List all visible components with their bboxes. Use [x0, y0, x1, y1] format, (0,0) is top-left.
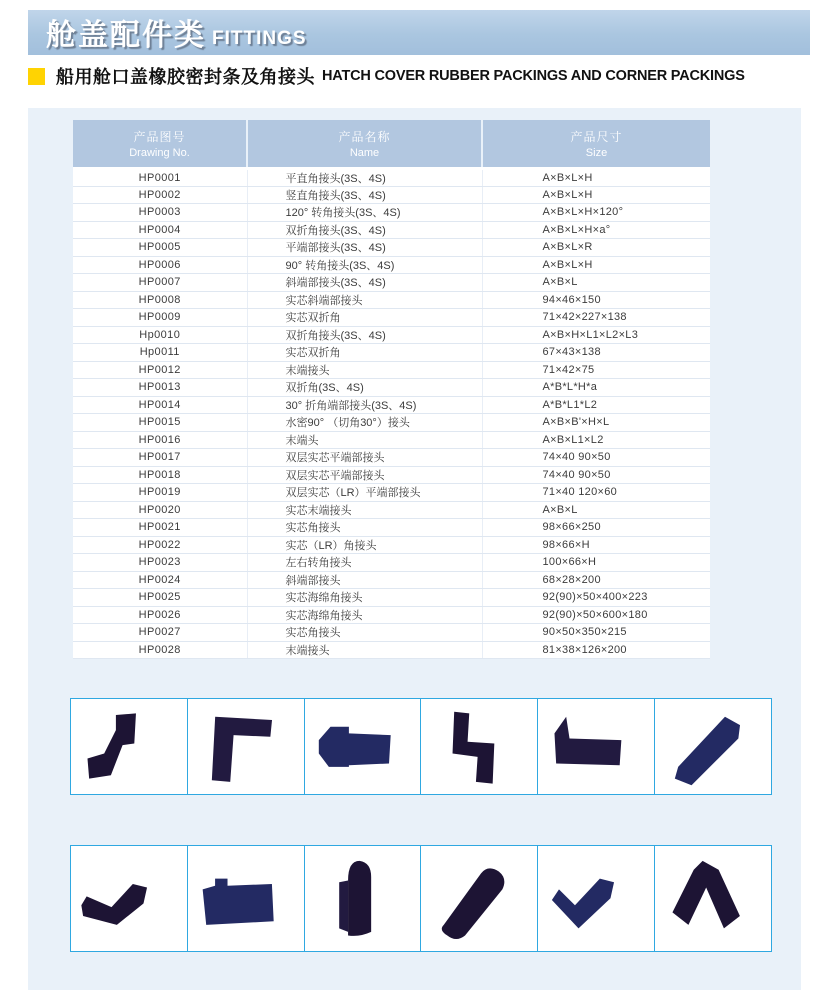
cell-product-name: 左右转角接头: [247, 554, 482, 572]
cell-product-name: 斜端部接头(3S、4S): [247, 274, 482, 292]
cell-product-name: 实芯斜端部接头: [247, 291, 482, 309]
cell-drawing-no: HP0017: [73, 449, 247, 467]
table-row: [73, 431, 710, 449]
cell-drawing-no: HP0004: [73, 221, 247, 239]
page-banner: [28, 10, 810, 55]
cell-product-name: 实芯海绵角接头: [247, 606, 482, 624]
table-row: [73, 396, 710, 414]
table-row: [73, 536, 710, 554]
table-row: [73, 466, 710, 484]
table-row: [73, 291, 710, 309]
cell-product-name: 双折角接头(3S、4S): [247, 221, 482, 239]
cell-product-name: 双折角接头(3S、4S): [247, 326, 482, 344]
cell-product-name: 实芯角接头: [247, 519, 482, 537]
header-drawing-no: [73, 120, 247, 168]
table-row: [73, 554, 710, 572]
cell-product-name: 平直角接头(3S、4S): [247, 168, 482, 186]
cell-product-name: 双折角(3S、4S): [247, 379, 482, 397]
table-row: [73, 186, 710, 204]
cell-product-size: A×B×L×H: [482, 256, 710, 274]
cell-product-size: A*B*L1*L2: [482, 396, 710, 414]
cell-product-size: 98×66×H: [482, 536, 710, 554]
cell-drawing-no: HP0021: [73, 519, 247, 537]
notched-block-profile: [188, 846, 305, 951]
table-row: [73, 204, 710, 222]
cell-product-size: 68×28×200: [482, 571, 710, 589]
cell-product-name: 实芯双折角: [247, 309, 482, 327]
shallow-v-profile: [71, 846, 188, 951]
banner-title-zh: 舱盖配件类: [46, 19, 206, 52]
section-subtitle: [28, 64, 810, 88]
cell-product-size: 94×46×150: [482, 291, 710, 309]
content-sheet: [28, 108, 801, 990]
cell-product-size: A×B×L×H: [482, 168, 710, 186]
cell-product-size: 71×40 120×60: [482, 484, 710, 502]
gallery-row-2: [70, 845, 772, 952]
cell-drawing-no: HP0015: [73, 414, 247, 432]
cell-product-name: 竖直角接头(3S、4S): [247, 186, 482, 204]
table-row: [73, 519, 710, 537]
cell-drawing-no: HP0007: [73, 274, 247, 292]
yellow-square-bullet-icon: [28, 68, 45, 85]
cell-product-size: 67×43×138: [482, 344, 710, 362]
flag-end-profile: [538, 699, 655, 794]
cell-product-name: 双层实芯平端部接头: [247, 466, 482, 484]
cell-drawing-no: HP0006: [73, 256, 247, 274]
cell-drawing-no: HP0005: [73, 239, 247, 257]
table-row: [73, 484, 710, 502]
table-row: [73, 239, 710, 257]
cell-product-size: 74×40 90×50: [482, 466, 710, 484]
cell-product-size: A×B×L: [482, 274, 710, 292]
gallery-row-1: [70, 698, 772, 795]
header-size: [482, 120, 710, 168]
table-header: [73, 120, 710, 168]
cell-drawing-no: HP0020: [73, 501, 247, 519]
product-table: [73, 120, 710, 659]
chevron-peak-profile: [655, 846, 771, 951]
cell-drawing-no: HP0016: [73, 431, 247, 449]
cell-product-size: A*B*L*H*a: [482, 379, 710, 397]
cell-drawing-no: HP0002: [73, 186, 247, 204]
cell-product-size: A×B×B'×H×L: [482, 414, 710, 432]
cell-product-size: A×B×L×H×120°: [482, 204, 710, 222]
table-row: [73, 624, 710, 642]
cell-drawing-no: HP0001: [73, 168, 247, 186]
cell-product-name: 实芯（LR）角接头: [247, 536, 482, 554]
table-row: [73, 414, 710, 432]
table-row: [73, 326, 710, 344]
table-row: [73, 571, 710, 589]
cell-drawing-no: Hp0010: [73, 326, 247, 344]
table-row: [73, 274, 710, 292]
table-row: [73, 168, 710, 186]
cell-drawing-no: HP0023: [73, 554, 247, 572]
cell-product-name: 实芯海绵角接头: [247, 589, 482, 607]
cell-product-name: 120° 转角接头(3S、4S): [247, 204, 482, 222]
cell-drawing-no: HP0028: [73, 641, 247, 659]
cell-product-name: 双层实芯（LR）平端部接头: [247, 484, 482, 502]
cell-drawing-no: HP0024: [73, 571, 247, 589]
cell-product-name: 末端接头: [247, 361, 482, 379]
cell-product-name: 末端头: [247, 431, 482, 449]
cell-product-size: 98×66×250: [482, 519, 710, 537]
cell-product-name: 水密90° （切角30°）接头: [247, 414, 482, 432]
table-row: [73, 221, 710, 239]
cell-drawing-no: HP0012: [73, 361, 247, 379]
cell-product-size: 92(90)×50×600×180: [482, 606, 710, 624]
z-step-profile: [71, 699, 188, 794]
cell-drawing-no: Hp0011: [73, 344, 247, 362]
cell-drawing-no: HP0003: [73, 204, 247, 222]
table-row: [73, 361, 710, 379]
cell-product-size: A×B×L×R: [482, 239, 710, 257]
cell-drawing-no: HP0026: [73, 606, 247, 624]
cell-product-name: 双层实芯平端部接头: [247, 449, 482, 467]
cell-product-size: 71×42×75: [482, 361, 710, 379]
check-v-profile: [538, 846, 655, 951]
rounded-diagonal-profile: [421, 846, 538, 951]
cell-drawing-no: HP0014: [73, 396, 247, 414]
table-row: [73, 256, 710, 274]
cell-product-size: A×B×L×H: [482, 186, 710, 204]
table-row: [73, 641, 710, 659]
cell-product-size: 100×66×H: [482, 554, 710, 572]
header-size-en: Size: [585, 146, 608, 159]
header-drawing-no-zh: 产品图号: [133, 129, 186, 144]
cell-drawing-no: HP0027: [73, 624, 247, 642]
cell-product-name: 30° 折角端部接头(3S、4S): [247, 396, 482, 414]
cell-drawing-no: HP0019: [73, 484, 247, 502]
cell-product-size: A×B×L: [482, 501, 710, 519]
cell-product-name: 实芯末端接头: [247, 501, 482, 519]
cell-product-name: 平端部接头(3S、4S): [247, 239, 482, 257]
dome-post-profile: [305, 846, 422, 951]
subtitle-en: HATCH COVER RUBBER PACKINGS AND CORNER PACKINGS: [322, 68, 745, 84]
cell-product-name: 90° 转角接头(3S、4S): [247, 256, 482, 274]
cell-product-size: 71×42×227×138: [482, 309, 710, 327]
subtitle-zh: 船用舱口盖橡胶密封条及角接头: [56, 67, 315, 87]
cell-product-size: 81×38×126×200: [482, 641, 710, 659]
cell-product-size: A×B×L1×L2: [482, 431, 710, 449]
cell-product-size: 92(90)×50×400×223: [482, 589, 710, 607]
cell-product-name: 实芯双折角: [247, 344, 482, 362]
header-name-en: Name: [349, 146, 380, 159]
cell-drawing-no: HP0008: [73, 291, 247, 309]
header-name-zh: 产品名称: [338, 129, 391, 144]
table-row: [73, 449, 710, 467]
cell-product-size: 90×50×350×215: [482, 624, 710, 642]
cell-product-size: 74×40 90×50: [482, 449, 710, 467]
table-row: [73, 501, 710, 519]
diagonal-bar-profile: [655, 699, 771, 794]
banner-title-en: FITTINGS: [212, 28, 307, 50]
cell-product-name: 斜端部接头: [247, 571, 482, 589]
table-row: [73, 606, 710, 624]
header-name: [247, 120, 482, 168]
cell-drawing-no: HP0018: [73, 466, 247, 484]
table-row: [73, 344, 710, 362]
cell-drawing-no: HP0013: [73, 379, 247, 397]
cell-product-size: A×B×H×L1×L2×L3: [482, 326, 710, 344]
cell-product-size: A×B×L×H×a°: [482, 221, 710, 239]
cell-product-name: 末端接头: [247, 641, 482, 659]
table-body: [73, 168, 710, 659]
cell-product-name: 实芯角接头: [247, 624, 482, 642]
bullet-end-profile: [305, 699, 422, 794]
table-row: [73, 309, 710, 327]
cell-drawing-no: HP0025: [73, 589, 247, 607]
cell-drawing-no: HP0022: [73, 536, 247, 554]
header-drawing-no-en: Drawing No.: [129, 146, 190, 159]
l-corner-profile: [188, 699, 305, 794]
cell-drawing-no: HP0009: [73, 309, 247, 327]
table-row: [73, 379, 710, 397]
hook-step-profile: [421, 699, 538, 794]
table-row: [73, 589, 710, 607]
header-size-zh: 产品尺寸: [570, 129, 623, 144]
